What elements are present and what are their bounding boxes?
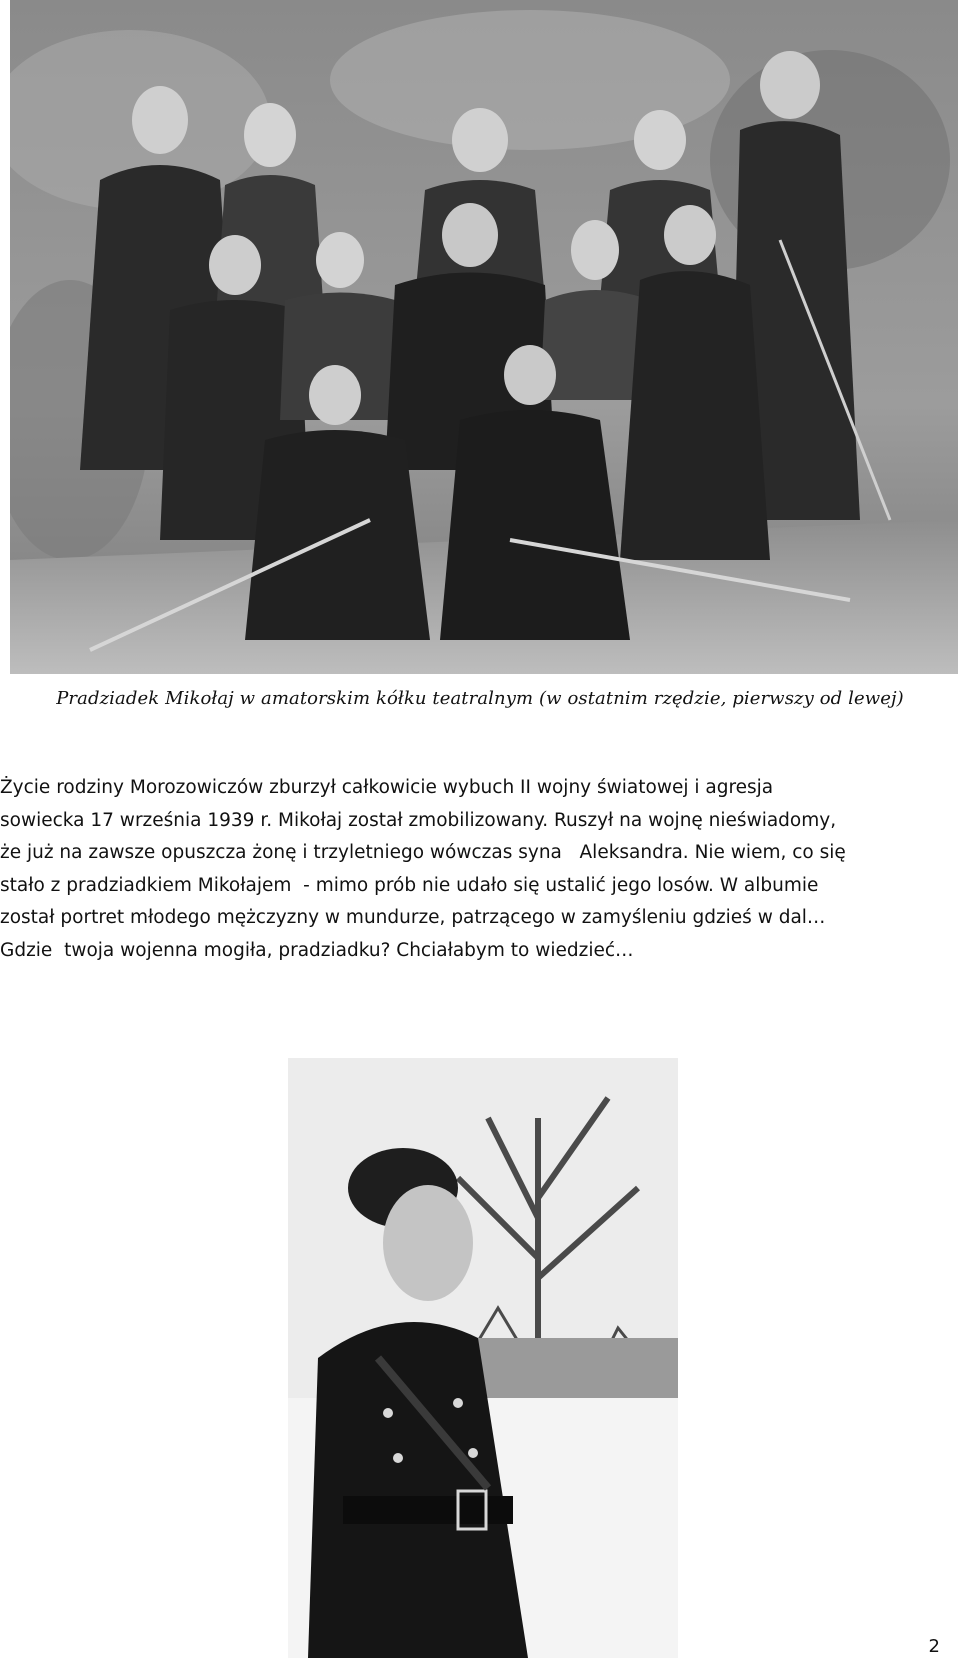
body-line: że już na zawsze opuszcza żonę i trzyletniego wówczas syna Aleksandra. Nie wiem, co się [0, 842, 846, 863]
body-paragraph [0, 772, 960, 967]
page-number: 2 [928, 1636, 940, 1657]
body-line: został portret młodego mężczyzny w mundurze, patrzącego w zamyśleniu gdzieś w dal… [0, 907, 826, 928]
body-line: Gdzie twoja wojenna mogiła, pradziadku? Chciałabym to wiedzieć… [0, 939, 634, 961]
body-line: sowiecka 17 września 1939 r. Mikołaj został zmobilizowany. Ruszył na wojnę nieświadomy, [0, 809, 837, 831]
group-photo [10, 0, 958, 674]
photo-caption: Pradziadek Mikołaj w amatorskim kółku teatralnym (w ostatnim rzędzie, pierwszy od lewej) [56, 688, 904, 709]
body-line: stało z pradziadkiem Mikołajem - mimo prób nie udało się ustalić jego losów. W albumie [0, 874, 819, 896]
body-line: Życie rodziny Morozowiczów zburzył całkowicie wybuch II wojny światowej i agresja [0, 777, 774, 798]
portrait-photo [288, 1058, 678, 1658]
group-photo-image [10, 0, 958, 674]
portrait-photo-image [288, 1058, 678, 1658]
